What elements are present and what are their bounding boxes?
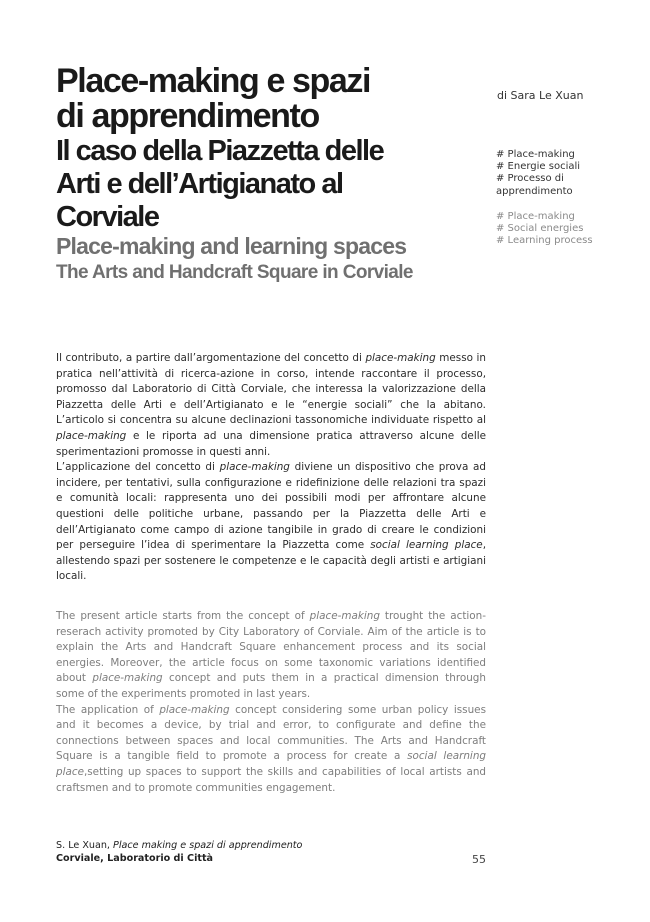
footer-journal: Corviale, Laboratorio di Città [56,853,214,864]
keyword-it: # Processo di [496,173,564,185]
title-it-line1: Place-making e spazi [56,62,371,100]
abstract-en-paragraph-2 [56,703,486,797]
text-run: L’applicazione del concetto di [56,461,220,474]
abstract-italian [56,351,486,585]
title-en-line1: Place-making and learning spaces [56,233,407,259]
footer-article-title: Place making e spazi di apprendimento [113,840,303,851]
text-run: diviene un dispositivo che prova ad incidere, per tentativi, sulla configurazione e ridefinizione delle relazioni tra spazi e comunità locali: rappresenta uno dei possibili modi per affrontare alcune questioni delle politiche urbane, passando per la Piazzetta delle Arti e dell’Artigianato come campo di azione tangibile in grado di creare le condizioni per perseguire l’idea di sperimentare la Piazzetta come [56,461,486,552]
keyword-en: # Social energies [496,223,584,235]
keyword-it: # Place-making [496,149,575,160]
italic-term: place-making [219,461,290,474]
italic-term: place-making [309,610,380,622]
text-run: e le riporta ad una dimensione pratica attraverso alcune delle sperimentazioni promosse in questi anni. [56,429,486,458]
text-run: messo in pratica nell’attività di ricerca-azione in corso, intende raccontare il processo, promosso dal Laboratorio di Città Corviale, che interessa la valorizzazione della Piazzetta delle Arti e dell’Artigianato e le “energie sociali” che la abitano. L’articolo si concentra su alcune declinazioni tassonomiche individuate rispetto al [56,352,487,427]
keyword-it: apprendimento [496,185,573,197]
abstract-it-paragraph-2 [56,460,486,585]
italic-term: place-making [159,703,230,716]
text-run: concept considering some urban policy issues and it becomes a device, by trial and error, to configurate and define the connections between spaces and local communities. The Arts and Handcraft Square is a tangible field to promote a process for create a [56,703,486,763]
abstract-en-paragraph-1 [56,609,486,703]
keywords-english [496,211,606,248]
abstract-english [56,609,486,796]
keyword-it: # Energie sociali [496,161,581,173]
text-run: trought the action-reserach activity promoted by City Laboratory of Corviale. Aim of the article is to explain the Arts and Handcraft Square enhancement process and its social energies. Moreover, the article focus on some taxonomic variations identified about [56,610,486,685]
text-run: The present article starts from the concept of [56,610,310,622]
author-byline: di Sara Le Xuan [497,89,584,102]
text-run: , allestendo spazi per sostenere le competenze e le capacità degli artisti e artigiani locali. [56,539,486,583]
page-number: 55 [472,853,486,866]
italic-term: social learning place [56,750,487,778]
title-en-line2: The Arts and Handcraft Square in Corviale [56,262,413,283]
subtitle-it-line1: Il caso della Piazzetta delle [56,135,384,167]
text-run: Il contributo, a partire dall’argomentazione del concetto di [56,352,366,364]
text-run: ,setting up spaces to support the skills and capabilities of local artists and craftsmen and to promote communities engagement. [56,765,486,794]
italic-term: place-making [365,352,436,364]
keywords-italian [496,149,606,198]
title-it-line2: di apprendimento [56,97,319,135]
italic-term: social learning place [370,539,483,552]
keyword-en: # Place-making [496,211,575,222]
keyword-en: # Learning process [496,235,593,247]
title-block [56,64,488,286]
text-run: The application of [56,703,160,716]
page-footer [56,839,302,865]
italic-term: place-making [56,429,127,442]
footer-citation [56,839,302,852]
italic-term: place-making [92,672,163,685]
text-run: concept and puts them in a practical dimension through some of the experiments promoted in last years. [56,672,486,700]
subtitle-it-line2: Arti e dell’Artigianato al [56,168,343,200]
subtitle-it-line3: Corviale [56,201,159,233]
footer-author: S. Le Xuan, [56,840,114,851]
abstract-it-paragraph-1 [56,351,486,460]
